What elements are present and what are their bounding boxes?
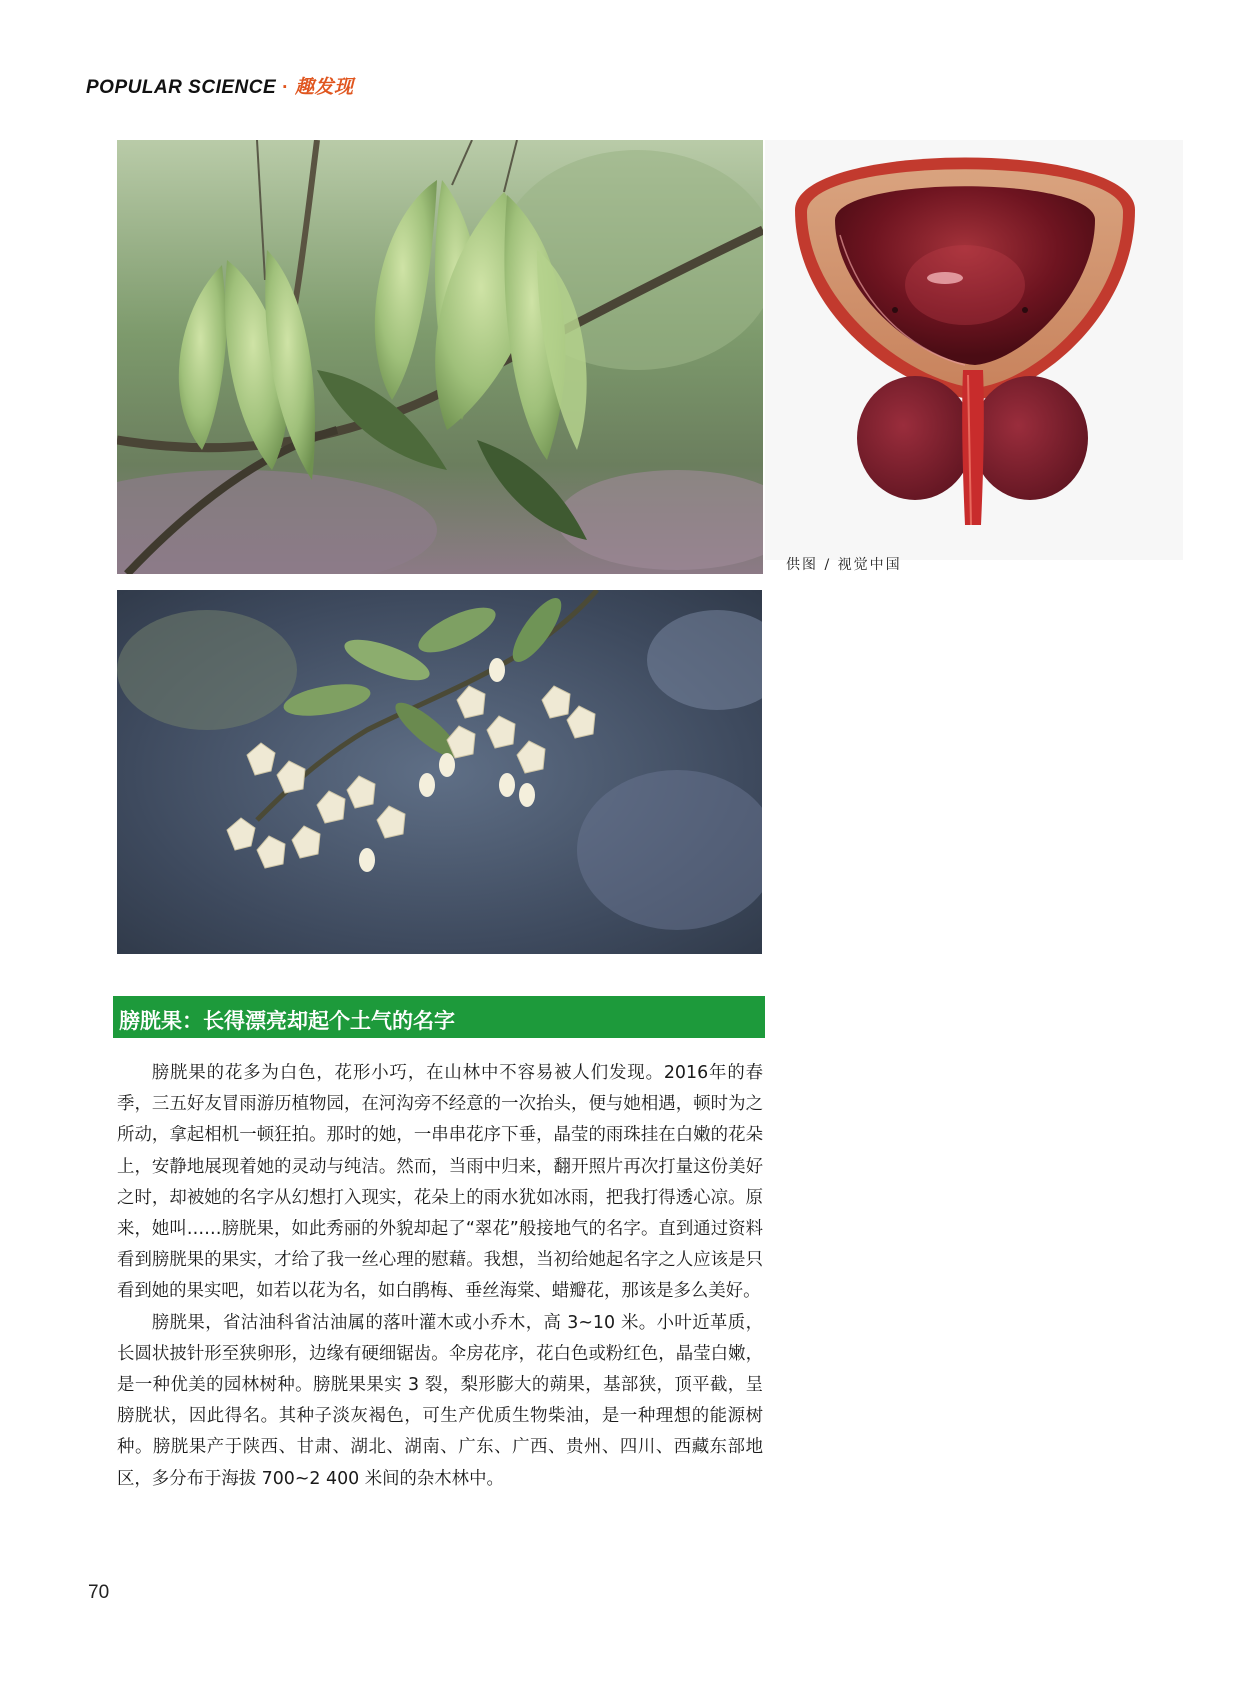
section-heading-bar bbox=[113, 996, 765, 1038]
photo-credit: 供图 / 视觉中国 bbox=[786, 557, 902, 573]
page-number: 70 bbox=[88, 1582, 110, 1603]
running-header bbox=[86, 72, 353, 99]
paragraph: 膀胱果，省沽油科省沽油属的落叶灌木或小乔木，高 3~10 米。小叶近革质，长圆状披针形至狭卵形，边缘有硬细锯齿。伞房花序，花白色或粉红色，晶莹白嫩，是一种优美的园林树种。膀胱果果实 3 裂，梨形膨大的蒴果，基部狭，顶平截，呈膀胱状，因此得名。其种子淡灰褐色，可生产优质生物柴油，是一种理想的能源树种。膀胱果产于陕西、甘肃、湖北、湖南、广东、广西、贵州、四川、西藏东部地区，多分布于海拔 700~2 400 米间的杂木林中。 bbox=[117, 1312, 763, 1489]
fruit-photo bbox=[117, 140, 763, 574]
column-name: 趣发现 bbox=[294, 76, 354, 98]
article-body bbox=[117, 1058, 763, 1495]
bladder-illustration bbox=[765, 140, 1183, 560]
paragraph: 膀胱果的花多为白色，花形小巧，在山林中不容易被人们发现。2016年的春季，三五好友冒雨游历植物园，在河沟旁不经意的一次抬头，便与她相遇，顿时为之所动，拿起相机一顿狂拍。那时的她，一串串花序下垂，晶莹的雨珠挂在白嫩的花朵上，安静地展现着她的灵动与纯洁。然而，当雨中归来，翻开照片再次打量这份美好之时，却被她的名字从幻想打入现实，花朵上的雨水犹如冰雨，把我打得透心凉。原来，她叫……膀胱果，如此秀丽的外貌却起了“翠花”般接地气的名字。直到通过资料看到膀胱果的果实，才给了我一丝心理的慰藉。我想，当初给她起名字之人应该是只看到她的果实吧，如若以花为名，如白鹃梅、垂丝海棠、蜡瓣花，那该是多么美好。 bbox=[117, 1063, 763, 1302]
header-separator: · bbox=[282, 77, 289, 98]
magazine-brand: POPULAR SCIENCE bbox=[86, 77, 277, 98]
flower-photo bbox=[117, 590, 762, 954]
section-heading: 膀胱果：长得漂亮却起个土气的名字 bbox=[119, 1009, 455, 1033]
